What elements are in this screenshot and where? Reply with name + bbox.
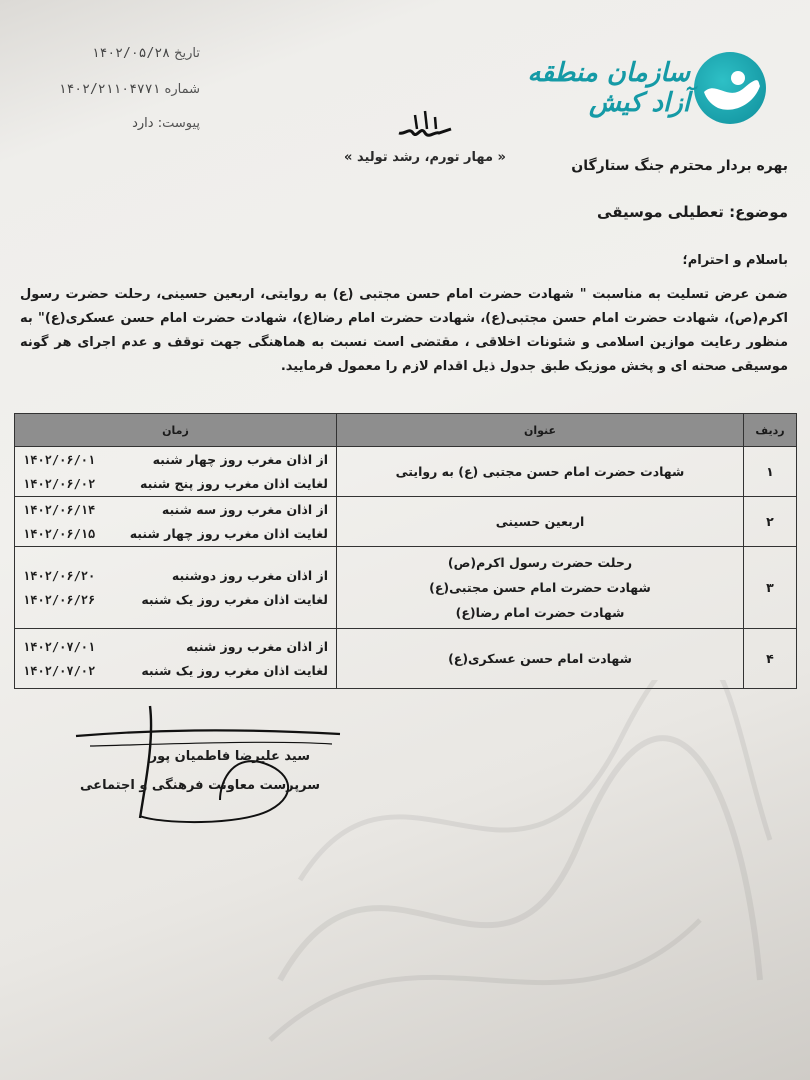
- time-from-date: ۱۴۰۲/۰۶/۲۰: [23, 568, 96, 583]
- row-title-cell: [337, 497, 744, 547]
- row-title: رحلت حضرت رسول اکرم(ص): [447, 555, 633, 570]
- row-title-cell: [337, 447, 744, 497]
- row-index: ۲: [744, 497, 797, 547]
- row-title: اربعین حسینی: [495, 514, 585, 529]
- letter-number: [30, 82, 200, 97]
- signatory-role: سرپرست معاونت فرهنگی و اجتماعی: [80, 778, 320, 793]
- row-time-cell: [15, 497, 337, 547]
- table-body: [15, 447, 797, 689]
- letter-body: ضمن عرض تسلیت به مناسبت " شهادت حضرت امام حسن مجتبی (ع) به روایتی، اربعین حسینی، رحلت حضرت رسول اکرم(ص)، شهادت حضرت امام حسن مجتبی(ع)، شهادت حضرت امام رضا(ع)، شهادت حضرت امام حسن عسکری(ع)" به منظور رعایت موازین اسلامی و شئونات اخلاقی ، مقتضی است نسبت به هماهنگی جهت توقف و عدم اجرای هر گونه موسیقی صحنه ای و پخش موزیک طبق جدول ذیل اقدام لازم را معمول فرمایید.: [20, 287, 788, 374]
- time-to: [23, 588, 328, 612]
- org-logo-icon: [694, 52, 766, 124]
- row-index: ۴: [744, 629, 797, 689]
- time-to-text: لغایت اذان مغرب روز یک شنبه: [141, 591, 328, 607]
- time-to-text: لغایت اذان مغرب روز یک شنبه: [141, 662, 328, 678]
- row-title: شهادت حضرت امام حسن مجتبی(ع): [429, 580, 651, 595]
- time-from-date: ۱۴۰۲/۰۶/۰۱: [23, 452, 96, 467]
- table-row: [15, 547, 797, 629]
- org-name: سازمان منطقه آزاد کیش: [527, 58, 690, 118]
- greeting: باسلام و احترام؛: [682, 253, 788, 268]
- col-index-header: ردیف: [744, 414, 797, 447]
- table-row: [15, 497, 797, 547]
- time-to-date: ۱۴۰۲/۰۷/۰۲: [23, 663, 96, 678]
- time-to: [23, 522, 328, 546]
- attachment-value: دارد: [132, 116, 154, 131]
- col-title-header: عنوان: [337, 414, 744, 447]
- time-to-date: ۱۴۰۲/۰۶/۱۵: [23, 526, 96, 541]
- time-from-date: ۱۴۰۲/۰۶/۱۴: [23, 502, 96, 517]
- schedule-table: [14, 413, 797, 689]
- time-from-text: از اذان مغرب روز سه شنبه: [161, 501, 328, 517]
- recipient: بهره بردار محترم جنگ ستارگان: [571, 158, 788, 174]
- time-to-date: ۱۴۰۲/۰۶/۲۶: [23, 592, 96, 607]
- row-index: ۳: [744, 547, 797, 629]
- letter-date: [30, 46, 200, 61]
- time-to-text: لغایت اذان مغرب روز چهار شنبه: [129, 525, 328, 541]
- slogan: « مهار تورم، رشد تولید »: [344, 150, 506, 165]
- number-label: شماره: [164, 82, 200, 97]
- attachment-label: پیوست: [162, 116, 200, 131]
- time-from-text: از اذان مغرب روز چهار شنبه: [152, 451, 328, 467]
- row-title: شهادت امام حسن عسکری(ع): [448, 651, 632, 666]
- letter-attachment: پیوست: دارد: [132, 116, 200, 131]
- row-title: شهادت حضرت امام رضا(ع): [455, 605, 625, 620]
- subject: موضوع: تعطیلی موسیقی: [597, 203, 788, 221]
- time-from: [23, 635, 328, 659]
- row-title-cell: [337, 629, 744, 689]
- number-value: ۱۴۰۲/۲۱۱۰۴۷۷۱: [58, 82, 161, 97]
- bismillah-calligraphy-icon: [395, 105, 455, 145]
- row-time-cell: [15, 629, 337, 689]
- time-from-date: ۱۴۰۲/۰۷/۰۱: [23, 639, 96, 654]
- row-time-cell: [15, 547, 337, 629]
- col-time-header: زمان: [15, 414, 337, 447]
- date-value: ۱۴۰۲/۰۵/۲۸: [91, 46, 170, 61]
- table-row: [15, 447, 797, 497]
- row-title: شهادت حضرت امام حسن مجتبی (ع) به روایتی: [395, 464, 685, 479]
- time-to: [23, 472, 328, 496]
- signature-scribble: [70, 700, 350, 830]
- signatory-name: سید علیرضا فاطمیان پور: [149, 749, 310, 764]
- date-label: تاریخ: [174, 46, 200, 61]
- row-index: ۱: [744, 447, 797, 497]
- time-from-text: از اذان مغرب روز دوشنبه: [171, 567, 328, 583]
- time-to-date: ۱۴۰۲/۰۶/۰۲: [23, 476, 96, 491]
- table-row: [15, 629, 797, 689]
- row-time-cell: [15, 447, 337, 497]
- time-from: [23, 498, 328, 522]
- time-to: [23, 659, 328, 683]
- time-to-text: لغایت اذان مغرب روز پنج شنبه: [140, 475, 328, 491]
- time-from-text: از اذان مغرب روز شنبه: [186, 638, 328, 654]
- time-from: [23, 564, 328, 588]
- time-from: [23, 448, 328, 472]
- table-header-row: [15, 414, 797, 447]
- row-title-cell: [337, 547, 744, 629]
